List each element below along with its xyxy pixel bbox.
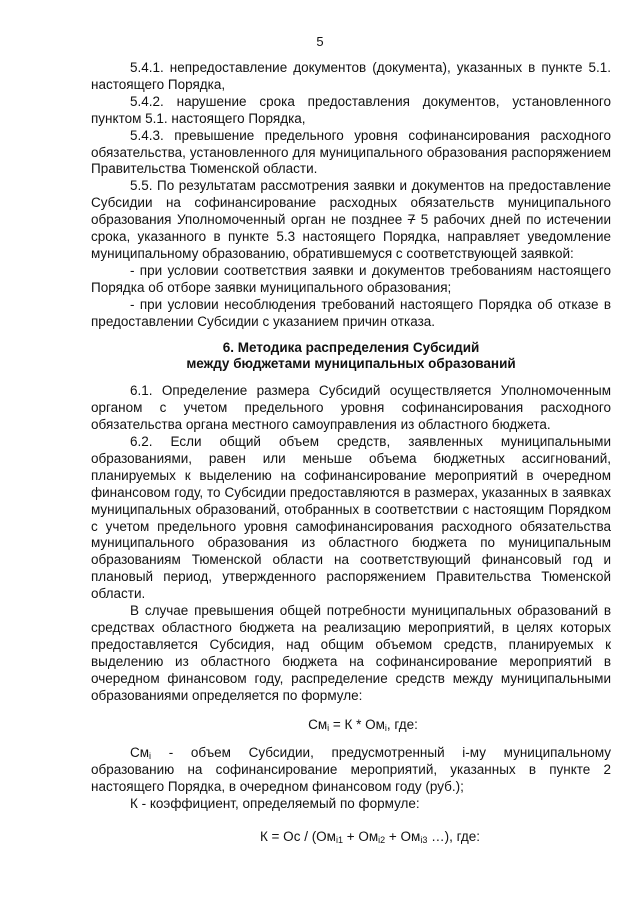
paragraph-5-5 xyxy=(91,178,611,263)
definition-k: К - коэффициент, определяемый по формуле: xyxy=(130,796,420,812)
list-item-compliance: - при условии соответствия заявки и документов требованиям настоящего Порядка об отборе заявки муниципального образования; xyxy=(91,262,611,295)
paragraph-5-4-1: 5.4.1. непредоставление документов (документа), указанных в пункте 5.1. настоящего Порядка, xyxy=(91,60,611,92)
definition-cm: $См_i$ - объем Субсидии, предусмотренный i-му муниципальному образованию на софинансирование мероприятий, указанных в пункте 2 настоящего Порядка, в очередном финансовом году (руб.); xyxy=(91,745,611,795)
formula-cm: $См_i = К * Ом_i$, где: xyxy=(308,716,418,733)
paragraph-6-1: 6.1. Определение размера Субсидий осуществляется Уполномоченным органом с учетом предельного уровня софинансирования расходного обязательства органа местного самоуправления из областного бюджета. xyxy=(91,383,611,433)
section-6-heading xyxy=(91,340,611,374)
formula-k: К = Ос / ($Ом_{i1} + Ом_{i2} + Ом_{i3}$ …), где: xyxy=(259,829,481,846)
page-number: 5 xyxy=(316,34,324,49)
section-6-title-line-1: 6. Методика распределения Субсидий xyxy=(222,339,480,355)
paragraph-5-4-3: 5.4.3. превышение предельного уровня софинансирования расходного обязательства, установленного для муниципального образования распоряжением Правительства Тюменской области. xyxy=(91,127,611,177)
section-6-title-line-2: между бюджетами муниципальных образований xyxy=(186,356,516,372)
struck-number: 7 xyxy=(407,212,416,228)
list-item-noncompliance: - при условии несоблюдения требований настоящего Порядка об отказе в предоставлении Субсидии с указанием причин отказа. xyxy=(91,296,611,329)
paragraph-5-5-text-end: 5 рабочих дней по истечении срока, указанного в пункте 5.3 настоящего Порядка, направляет уведомление муниципальному образованию, обратившемуся с соответствующей заявкой: xyxy=(91,212,611,261)
paragraph-6-2: 6.2. Если общий объем средств, заявленных муниципальными образованиями, равен или меньше объема бюджетных ассигнований, планируемых к выделению на софинансирование мероприятий в очередном финансовом году, то Субсидии предоставляются в размерах, указанных в заявках муниципальных образований, отобранных в соответствии с настоящим Порядком с учетом предельного уровня самофинансирования расходного обязательства муниципального образования из областного бюджета по муниципальным образованиям Тюменской области на соответствующий финансовый год и плановый период, утвержденного распоряжением Правительства Тюменской области. xyxy=(91,434,611,602)
document-body xyxy=(91,60,611,858)
paragraph-5-5-text-start: 5.5. По результатам рассмотрения заявки и документов на предоставление Субсидии на софинансирование расходных обязательств муниципального образования Уполномоченный орган не позднее xyxy=(91,178,611,228)
paragraph-excess-demand: В случае превышения общей потребности муниципальных образований в средствах областного бюджета на реализацию мероприятий, в целях которых предоставляется Субсидия, над общим объемом средств, планируемых к выделению из областного бюджета на софинансирование мероприятий в очередном финансовом году, распределение средств между муниципальными образованиями определяется по формуле: xyxy=(91,603,611,703)
paragraph-5-4-2: 5.4.2. нарушение срока предоставления документов, установленного пунктом 5.1. настоящего Порядка, xyxy=(91,93,611,126)
